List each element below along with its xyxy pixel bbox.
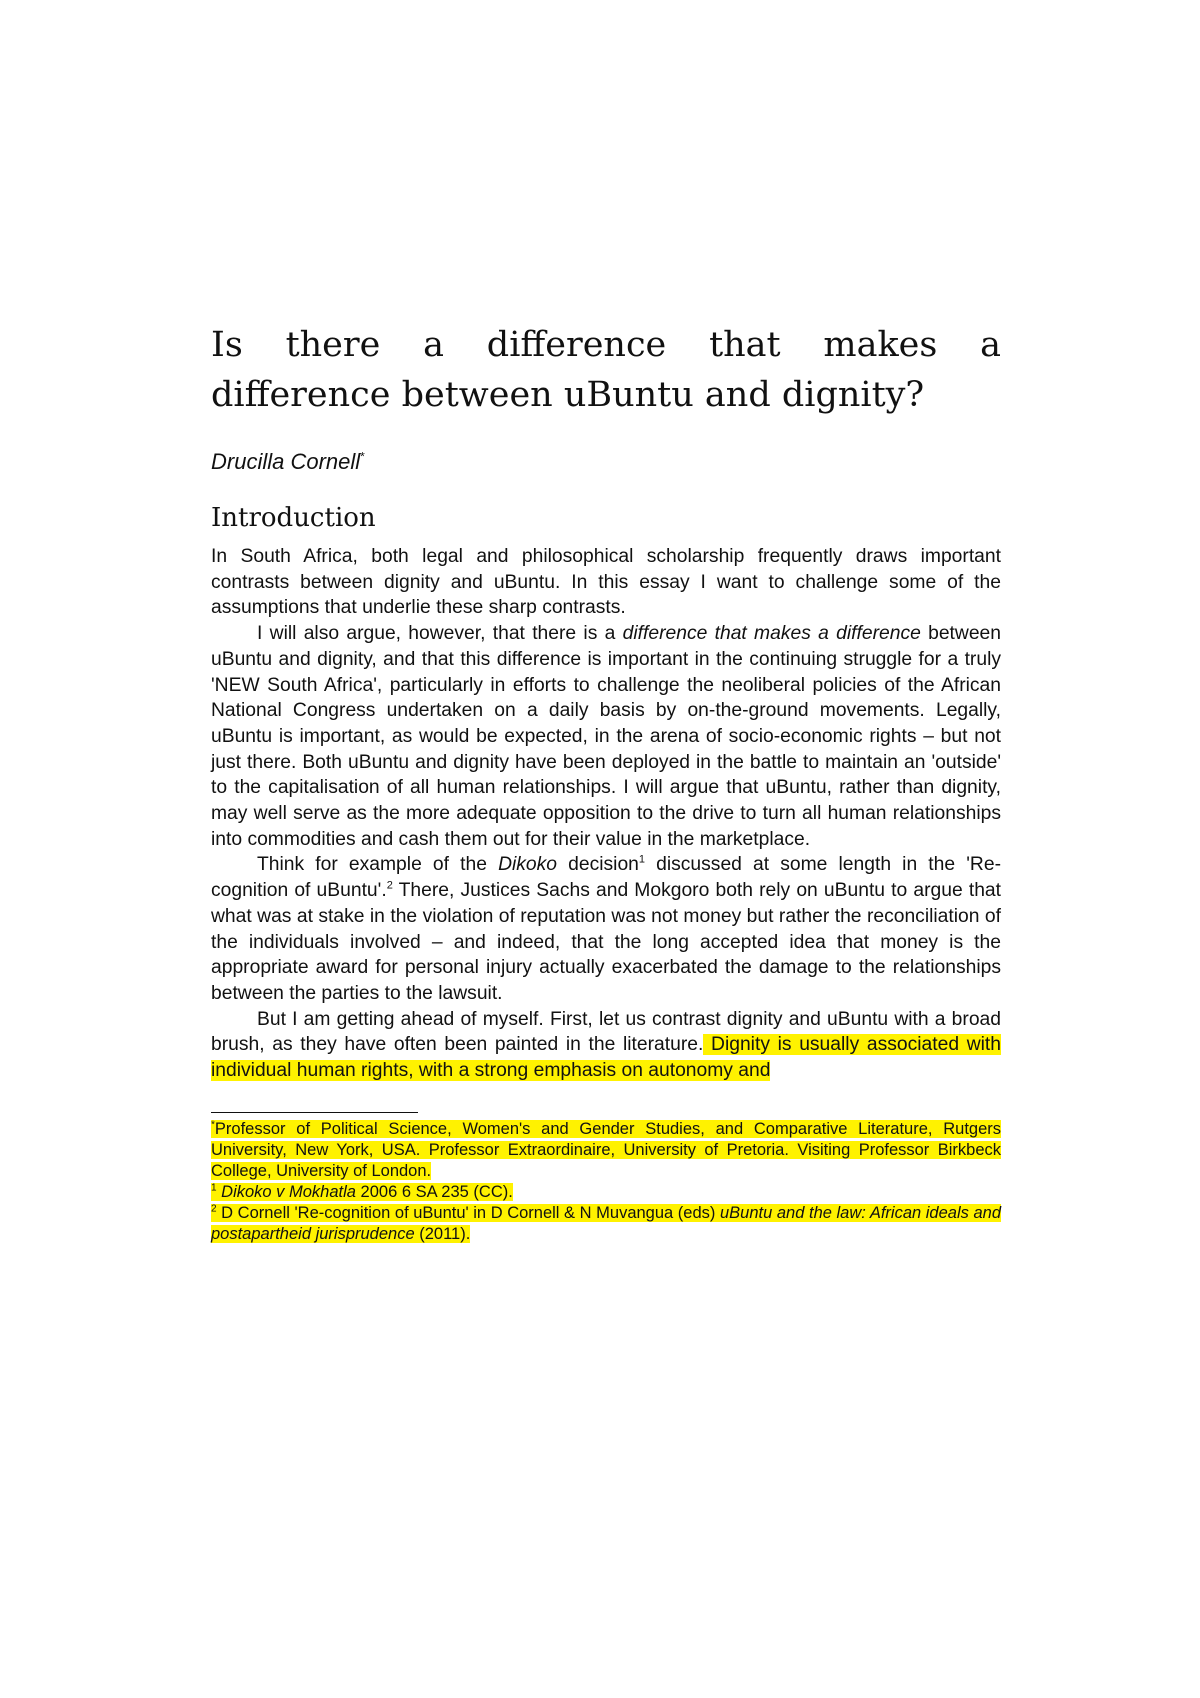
paragraph-4 [211,1007,1001,1084]
footnote-2 [211,1203,1001,1245]
paragraph-3-case-name: Dikoko [498,854,558,876]
paragraph-3-text-d: There, Justices Sachs and Mokgoro both rely on uBuntu to argue that what was at stake in the violation of reputation was not money but rather the reconciliation of the individuals involved – and indeed, that the long accepted idea that money is the appropriate award for personal injury actually exacerbated the damage to the relationships between the parties to the lawsuit. [211,880,1002,1004]
footnote-2-text-b: (2011). [414,1224,471,1243]
footnote-2-text-a: D Cornell 'Re-cognition of uBuntu' in D Cornell & N Muvangua (eds) [221,1203,720,1222]
footnote-divider [211,1112,418,1113]
author-name: Drucilla Cornell [211,449,361,474]
paper-page [211,320,1001,1245]
footnote-1-marker: 1 [211,1182,217,1194]
paragraph-3-text-a: Think for example of the [257,854,499,876]
paragraph-3-text-b: decision [557,854,639,876]
footnote-ref-2[interactable]: 2 [386,879,393,892]
footnote-1 [211,1182,1001,1203]
footnote-star-marker: * [211,1119,215,1131]
footnotes [211,1119,1001,1245]
footnote-1-case: Dikoko v Mokhatla [221,1182,356,1201]
paragraph-4-text: But I am getting ahead of myself. First, let us contrast dignity and uBuntu with a broad brush, as they have often been painted in the literature. [211,1008,1001,1056]
paragraph-2-emphasis: difference that makes a difference [622,623,921,645]
paragraph-3-text-c: discussed at some length in the 'Re-cognition of uBuntu'. [211,854,1001,902]
footnote-2-marker: 2 [211,1203,217,1215]
footnote-star-text: Professor of Political Science, Women's and Gender Studies, and Comparative Literature, Rutgers University, New York, USA. Professor Extraordinaire, University of Pretoria. Visiting Professor Birkbeck College, University of London. [211,1119,1001,1180]
paragraph-1: In South Africa, both legal and philosophical scholarship frequently draws important contrasts between dignity and uBuntu. In this essay I want to challenge some of the assumptions that underlie these sharp contrasts. [211,546,1001,619]
author-footnote-marker: * [360,449,365,464]
paragraph-2-text-b: between uBuntu and dignity, and that this difference is important in the continuing struggle for a truly 'NEW South Africa', particularly in efforts to challenge the neoliberal policies of the African National Congress undertaken on a daily basis by on-the-ground movements. Legally, uBuntu is important, as would be expected, in the arena of socio-economic rights – but not just there. Both uBuntu and dignity have been deployed in the battle to maintain an 'outside' to the capitalisation of all human relationships. I will argue that uBuntu, rather than dignity, may well serve as the more adequate opposition to the drive to turn all human relationships into commodities and cash them out for their value in the marketplace. [211,623,1001,850]
paragraph-3 [211,852,1001,1006]
footnote-ref-1[interactable]: 1 [638,854,646,867]
paragraph-2-text-a: I will also argue, however, that there is a [257,623,623,645]
paragraph-2 [211,621,1001,852]
footnote-1-text: 2006 6 SA 235 (CC). [355,1182,513,1201]
author-line [211,448,1001,476]
section-heading-introduction: Introduction [211,503,376,533]
paragraph-4-highlight: Dignity is usually associated with individual human rights, with a strong emphasis on autonomy and [211,1034,1001,1082]
footnote-star [211,1119,1001,1182]
footnote-2-book-title: uBuntu and the law: African ideals and postapartheid jurisprudence [211,1203,1001,1243]
paper-title: Is there a difference that makes a difference between uBuntu and dignity? [211,325,1001,415]
